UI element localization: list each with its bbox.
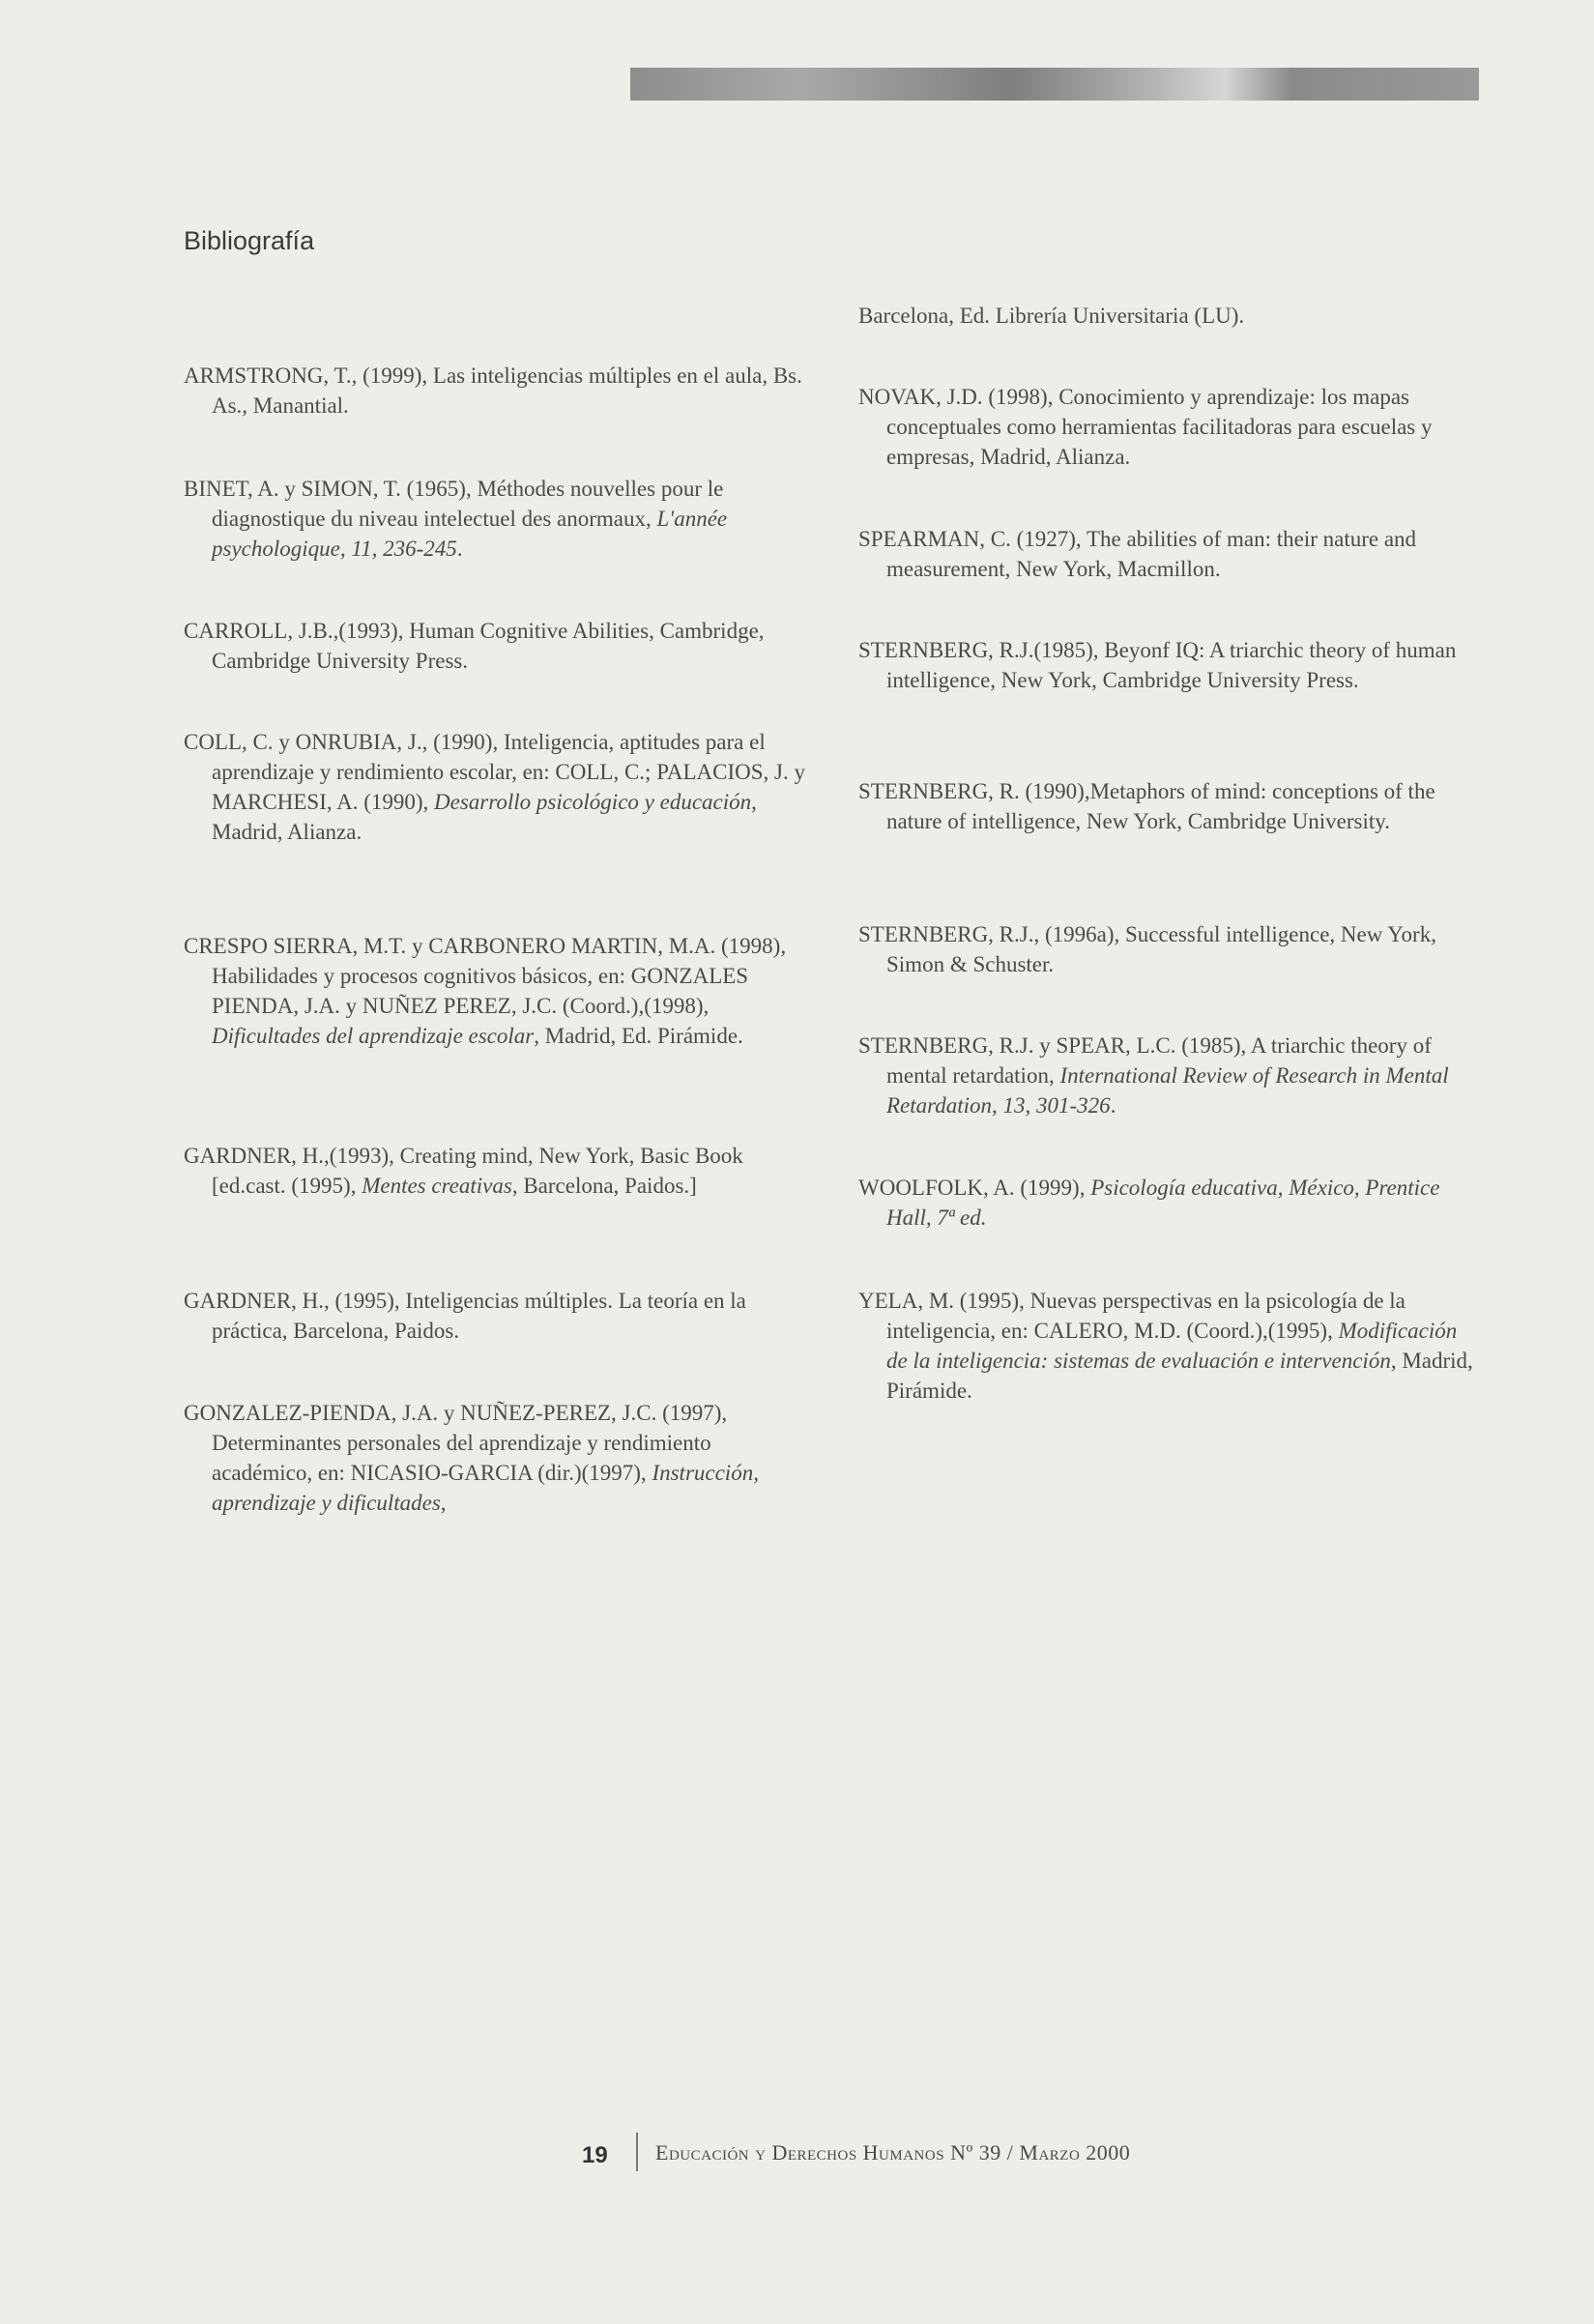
reference-entry: NOVAK, J.D. (1998), Conocimiento y aprendizaje: los mapas conceptuales como herramientas facilitadoras para escuelas y empresas, Madrid, Alianza. — [858, 385, 1433, 469]
page-footer — [0, 2125, 1594, 2173]
reference-entry: WOOLFOLK, A. (1999), Psicología educativa, México, Prentice Hall, 7ª ed. — [858, 1176, 1440, 1230]
reference-entry: GONZALEZ-PIENDA, J.A. y NUÑEZ-PEREZ, J.C. (1997), Determinantes personales del aprendizaje y rendimiento académico, en: NICASIO-GARCIA (dir.)(1997), Instrucción, aprendizaje y dificultades, — [184, 1401, 759, 1515]
reference-entry: SPEARMAN, C. (1927), The abilities of man: their nature and measurement, New York, Macmillon. — [858, 527, 1417, 581]
reference-entry: COLL, C. y ONRUBIA, J., (1990), Inteligencia, aptitudes para el aprendizaje y rendimiento escolar, en: COLL, C.; PALACIOS, J. y MARCHESI, A. (1990), Desarrollo psicológico y educación, Madrid, Alianza. — [184, 730, 806, 844]
journal-title: Educación y Derechos Humanos Nº 39 / Marzo 2000 — [655, 2140, 1131, 2164]
reference-entry: STERNBERG, R. (1990),Metaphors of mind: conceptions of the nature of intelligence, New York, Cambridge University. — [858, 779, 1435, 833]
section-heading: Bibliografía — [184, 226, 315, 255]
reference-entry: STERNBERG, R.J., (1996a), Successful intelligence, New York, Simon & Schuster. — [858, 922, 1436, 976]
reference-entry: STERNBERG, R.J. y SPEAR, L.C. (1985), A triarchic theory of mental retardation, International Review of Research in Mental Retardation, 13, 301-326. — [858, 1033, 1449, 1118]
reference-entry: STERNBERG, R.J.(1985), Beyonf IQ: A triarchic theory of human intelligence, New York, Cambridge University Press. — [858, 638, 1457, 692]
footer-divider — [636, 2133, 638, 2171]
reference-entry: GARDNER, H.,(1993), Creating mind, New York, Basic Book [ed.cast. (1995), Mentes creativas, Barcelona, Paidos.] — [184, 1144, 743, 1198]
header-decorative-bar — [630, 68, 1479, 101]
reference-entry: CRESPO SIERRA, M.T. y CARBONERO MARTIN, M.A. (1998), Habilidades y procesos cognitivos básicos, en: GONZALES PIENDA, J.A. y NUÑEZ PEREZ, J.C. (Coord.),(1998), Dificultades del aprendizaje escolar, Madrid, Ed. Pirámide. — [184, 934, 787, 1048]
reference-entry: YELA, M. (1995), Nuevas perspectivas en la psicología de la inteligencia, en: CALERO, M.D. (Coord.),(1995), Modificación de la inteligencia: sistemas de evaluación e intervención, Madrid, Pirámide. — [858, 1289, 1473, 1403]
reference-entry: GARDNER, H., (1995), Inteligencias múltiples. La teoría en la práctica, Barcelona, Paidos. — [184, 1289, 746, 1343]
reference-entry: Barcelona, Ed. Librería Universitaria (LU). — [858, 304, 1245, 328]
reference-entry: CARROLL, J.B.,(1993), Human Cognitive Abilities, Cambridge, Cambridge University Press. — [184, 619, 765, 673]
reference-entry: ARMSTRONG, T., (1999), Las inteligencias múltiples en el aula, Bs. As., Manantial. — [184, 363, 802, 418]
reference-entry: BINET, A. y SIMON, T. (1965), Méthodes nouvelles pour le diagnostique du niveau intelectuel des anormaux, L'année psychologique, 11, 236-245. — [184, 477, 728, 561]
page-number: 19 — [582, 2142, 608, 2168]
